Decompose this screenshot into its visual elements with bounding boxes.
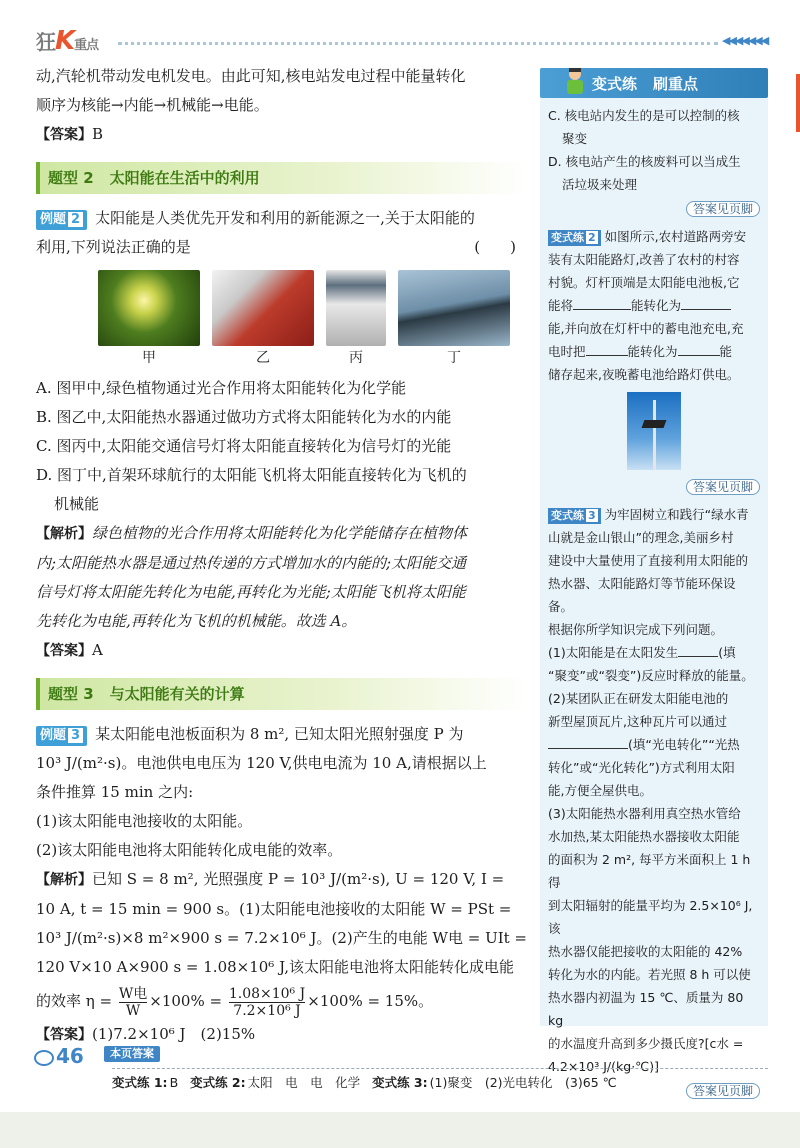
example-tag — [36, 210, 87, 230]
explain-3-line-2: 10 A, t = 15 min = 900 s。(1)太阳能电池接收的太阳能 W = PSt = — [36, 900, 512, 918]
example-2-line-1 — [36, 204, 528, 233]
figure-jia — [98, 270, 200, 370]
answer-2 — [36, 636, 528, 666]
answer-key-label: 变式练 1: — [112, 1075, 168, 1090]
example-tag-label: 例题 — [40, 728, 67, 743]
answer-key-label: 变式练 2: — [190, 1075, 246, 1090]
see-answer-label[interactable]: 答案见页脚 — [686, 201, 760, 217]
ex2-line-7: 储存起来,夜晚蓄电池给路灯供电。 — [548, 367, 740, 382]
efficiency-formula — [36, 982, 528, 1020]
section-number: 题型 2 — [48, 168, 94, 187]
explain-label: 【解析】 — [36, 526, 92, 542]
practice-sidebar — [540, 68, 768, 1098]
fraction-1 — [119, 986, 147, 1019]
ex3-q3-line-7: 热水器内初温为 15 ℃、质量为 80 kg — [548, 990, 744, 1028]
ex3-q2-line-4: 转化”或“光化转化”)方式利用太阳 — [548, 760, 735, 775]
practice-text: 能转化为 — [631, 298, 682, 313]
option-a: A. 图甲中,绿色植物通过光合作用将太阳能转化为化学能 — [36, 379, 407, 397]
figure-caption: 甲 — [142, 350, 156, 366]
answer-key-value: (1)聚变 (2)光电转化 (3)65 ℃ — [429, 1075, 617, 1090]
explain-text: 绿色植物的光合作用将太阳能转化为化学能储存在植物体 — [92, 524, 468, 542]
explain-label: 【解析】 — [36, 872, 92, 888]
practice-text: 电时把 — [548, 344, 586, 359]
ex2-line-5: 能,并向放在灯杆中的蓄电池充电,充 — [548, 321, 744, 336]
main-column — [36, 62, 528, 1050]
ex3-q3-line-9: 4.2×10³ J/(kg·℃)] — [548, 1059, 659, 1074]
option-c-line-2: 聚变 — [562, 131, 588, 146]
section-title: 太阳能在生活中的利用 — [109, 168, 260, 187]
ex2-line-2: 装有太阳能路灯,改善了农村的村容 — [548, 252, 740, 267]
ex3-q3-line-2: 水加热,某太阳能热水器接收太阳能 — [548, 829, 740, 844]
student-mascot-icon — [562, 66, 588, 98]
example-3-line-3: 条件推算 15 min 之内: — [36, 783, 194, 801]
question-2: (2)该太阳能电池将太阳能转化成电能的效率。 — [36, 841, 343, 859]
fill-blank[interactable] — [586, 342, 628, 356]
practice-tag — [548, 230, 601, 246]
ex3-line-1 — [548, 503, 760, 526]
footer-strip — [0, 1112, 800, 1148]
fill-blank[interactable] — [681, 296, 731, 310]
swirl-icon — [34, 1050, 54, 1066]
fraction-denominator: W — [125, 1002, 141, 1019]
ex3-q3-line-3: 的面积为 2 m², 每平方米面积上 1 h 得 — [548, 852, 751, 890]
explain-text: 已知 S = 8 m², 光照强度 P = 10³ J/(m²·s), U = 120 V, I = — [92, 870, 505, 888]
figure-caption: 丙 — [349, 350, 363, 366]
answer-key-value: 太阳 电 电 化学 — [247, 1075, 361, 1090]
ex3-q2-line-1: (2)某团队正在研发太阳能电池的 — [548, 691, 729, 706]
option-d-line-2: 活垃圾来处理 — [562, 177, 638, 192]
fill-blank[interactable] — [678, 342, 720, 356]
practice-text: 为牢固树立和践行“绿水青 — [604, 507, 749, 522]
figure-ding — [398, 270, 510, 370]
practice-text: 能将 — [548, 298, 574, 313]
photo-solar-water-heater — [212, 270, 314, 346]
explain-2-line-4: 先转化为电能,再转化为飞机的机械能。故选 A。 — [36, 612, 357, 630]
logo-char-k: K — [55, 26, 75, 56]
ex3-q3-line-1: (3)太阳能热水器利用真空热水管给 — [548, 806, 741, 821]
photo-plant-sunlight — [98, 270, 200, 346]
intro-line-1: 动,汽轮机带动发电机发电。由此可知,核电站发电过程中能量转化 — [36, 67, 466, 85]
page-answers-tag: 本页答案 — [104, 1046, 160, 1062]
section-heading-3 — [36, 678, 528, 710]
practice-text: (填 — [718, 645, 736, 660]
practice-tag-label: 变式练 — [551, 231, 584, 244]
ex2-line-1 — [548, 225, 760, 248]
example-text: 某太阳能电池板面积为 8 m², 已知太阳光照射强度 P 为 — [95, 725, 464, 743]
formula-suffix: ×100% = 15%。 — [307, 992, 434, 1010]
example-text: 利用,下列说法正确的是 — [36, 238, 191, 256]
answer-label: 【答案】 — [36, 643, 92, 659]
practice-text: 如图所示,农村道路两旁安 — [604, 229, 747, 244]
page-header — [0, 0, 800, 60]
fill-blank[interactable] — [548, 735, 628, 749]
ex3-q2-line-2: 新型屋顶瓦片,这种瓦片可以通过 — [548, 714, 727, 729]
practice-tag-number: 2 — [588, 231, 596, 244]
option-d-cont: 机械能 — [54, 495, 100, 513]
lamp-solar-panel — [642, 420, 667, 428]
photo-solar-traffic-light — [326, 270, 386, 346]
formula-mid: ×100% = — [149, 992, 223, 1010]
answer-key-value: B — [169, 1075, 179, 1090]
see-answer-badge[interactable] — [548, 476, 760, 499]
figure-row — [98, 270, 528, 370]
example-3-line-1 — [36, 720, 528, 749]
option-d-line-1: D. 核电站产生的核废料可以当成生 — [548, 154, 741, 169]
section-heading-2 — [36, 162, 528, 194]
practice-text: 能 — [719, 344, 733, 359]
explain-3-line-1 — [36, 865, 528, 895]
sidebar-subtitle: 刷重点 — [653, 74, 699, 93]
sidebar-body — [540, 98, 768, 1103]
fraction-denominator: 7.2×10⁶ J — [233, 1002, 301, 1019]
ex3-q2-line-5: 能,方便全屋供电。 — [548, 783, 652, 798]
fraction-numerator: 1.08×10⁶ J — [228, 985, 306, 1002]
sidebar-title: 变式练 — [592, 74, 638, 93]
logo-char-1: 狂 — [36, 30, 55, 54]
option-b: B. 图乙中,太阳能热水器通过做功方式将太阳能转化为水的内能 — [36, 408, 452, 426]
answer-value: A — [92, 641, 103, 659]
formula-prefix: 的效率 η = — [36, 992, 113, 1010]
fill-blank[interactable] — [678, 643, 718, 657]
see-answer-badge[interactable] — [548, 198, 760, 221]
answer-label: 【答案】 — [36, 1027, 92, 1043]
option-c-line-1: C. 核电站内发生的是可以控制的核 — [548, 108, 740, 123]
header-arrows-icon: ◀◀◀◀◀◀◀ — [722, 34, 768, 47]
explain-2-line-2: 内;太阳能热水器是通过热传递的方式增加水的内能的;太阳能交通 — [36, 554, 467, 572]
fraction-2 — [229, 986, 305, 1019]
figure-caption: 丁 — [447, 350, 461, 366]
answer-label: 【答案】 — [36, 127, 92, 143]
page-answers-line — [112, 1068, 768, 1093]
see-answer-label[interactable]: 答案见页脚 — [686, 479, 760, 495]
fraction-numerator: W电 — [118, 985, 148, 1002]
figure-caption: 乙 — [256, 350, 270, 366]
brand-logo — [36, 26, 98, 56]
explain-3-line-4: 120 V×10 A×900 s = 1.08×10⁶ J,该太阳能电池将太阳能转化成电能 — [36, 958, 514, 976]
answer-value: (1)7.2×10⁶ J (2)15% — [92, 1025, 256, 1043]
sidebar-header — [540, 68, 768, 98]
ex3-q1-line-2: “聚变”或“裂变”)反应时释放的能量。 — [548, 668, 754, 683]
option-c: C. 图丙中,太阳能交通信号灯将太阳能直接转化为信号灯的光能 — [36, 437, 452, 455]
page-number-text: 46 — [56, 1044, 84, 1068]
header-dotted-rule — [118, 42, 718, 45]
answer-key-label: 变式练 3: — [372, 1075, 428, 1090]
example-3-line-2: 10³ J/(m²·s)。电池供电电压为 120 V,供电电流为 10 A,请根据以上 — [36, 754, 487, 772]
page-footer — [0, 1028, 800, 1148]
ex3-line-5: 根据你所学知识完成下列问题。 — [548, 622, 724, 637]
example-tag-label: 例题 — [40, 212, 67, 227]
logo-char-3: 重点 — [74, 38, 99, 53]
intro-line-2: 顺序为核能→内能→机械能→电能。 — [36, 96, 269, 114]
ex2-line-4 — [548, 294, 760, 317]
ex3-q3-line-5: 热水器仅能把接收的太阳能的 42% — [548, 944, 743, 959]
ex3-line-4: 热水器、太阳能路灯等节能环保设备。 — [548, 576, 736, 614]
ex3-line-2: 山就是金山银山”的理念,美丽乡村 — [548, 530, 734, 545]
answer-value: B — [92, 125, 104, 143]
practice-text: (填“光电转化”“光热 — [628, 737, 740, 752]
ex3-q1-line-1 — [548, 641, 760, 664]
answer-parentheses: ( ) — [474, 238, 516, 256]
photo-solar-street-lamp — [627, 392, 681, 470]
example-2-line-2 — [36, 233, 528, 262]
example-tag — [36, 726, 87, 746]
photo-solar-airplane — [398, 270, 510, 346]
page-number — [34, 1044, 84, 1068]
figure-yi — [212, 270, 314, 370]
practice-text: (1)太阳能是在太阳发生 — [548, 645, 679, 660]
ex3-q3-line-4: 到太阳辐射的能量平均为 2.5×10⁶ J,该 — [548, 898, 753, 936]
section-title: 与太阳能有关的计算 — [109, 684, 245, 703]
ex2-line-3: 村貌。灯杆顶端是太阳能电池板,它 — [548, 275, 740, 290]
figure-bing — [326, 270, 386, 370]
section-number: 题型 3 — [48, 684, 94, 703]
ex3-q2-line-3 — [548, 733, 760, 756]
see-answer-label[interactable]: 答案见页脚 — [686, 1083, 760, 1099]
page-edge-marker — [796, 74, 800, 132]
practice-tag-label: 变式练 — [551, 509, 584, 522]
example-tag-number: 3 — [68, 728, 83, 743]
example-text: 太阳能是人类优先开发和利用的新能源之一,关于太阳能的 — [95, 209, 475, 227]
example-tag-number: 2 — [68, 212, 83, 227]
fill-blank[interactable] — [573, 296, 631, 310]
ex3-line-3: 建设中大量使用了直接利用太阳能的 — [548, 553, 749, 568]
explain-2-line-1 — [36, 519, 528, 549]
answer-1 — [36, 120, 528, 150]
practice-tag — [548, 508, 601, 524]
ex3-q3-line-8: 的水温度升高到多少摄氏度?[c水 = — [548, 1036, 744, 1051]
lamp-pole — [653, 400, 656, 470]
question-1: (1)该太阳能电池接收的太阳能。 — [36, 812, 253, 830]
ex3-q3-line-6: 转化为水的内能。若光照 8 h 可以使 — [548, 967, 751, 982]
option-d: D. 图丁中,首架环球航行的太阳能飞机将太阳能直接转化为飞机的 — [36, 466, 467, 484]
explain-3-line-3: 10³ J/(m²·s)×8 m²×900 s = 7.2×10⁶ J。(2)产生的电能 W电 = UIt = — [36, 929, 528, 947]
explain-2-line-3: 信号灯将太阳能先转化为电能,再转化为光能;太阳能飞机将太阳能 — [36, 583, 466, 601]
practice-text: 能转化为 — [627, 344, 678, 359]
ex2-line-6 — [548, 340, 760, 363]
practice-tag-number: 3 — [588, 509, 596, 522]
